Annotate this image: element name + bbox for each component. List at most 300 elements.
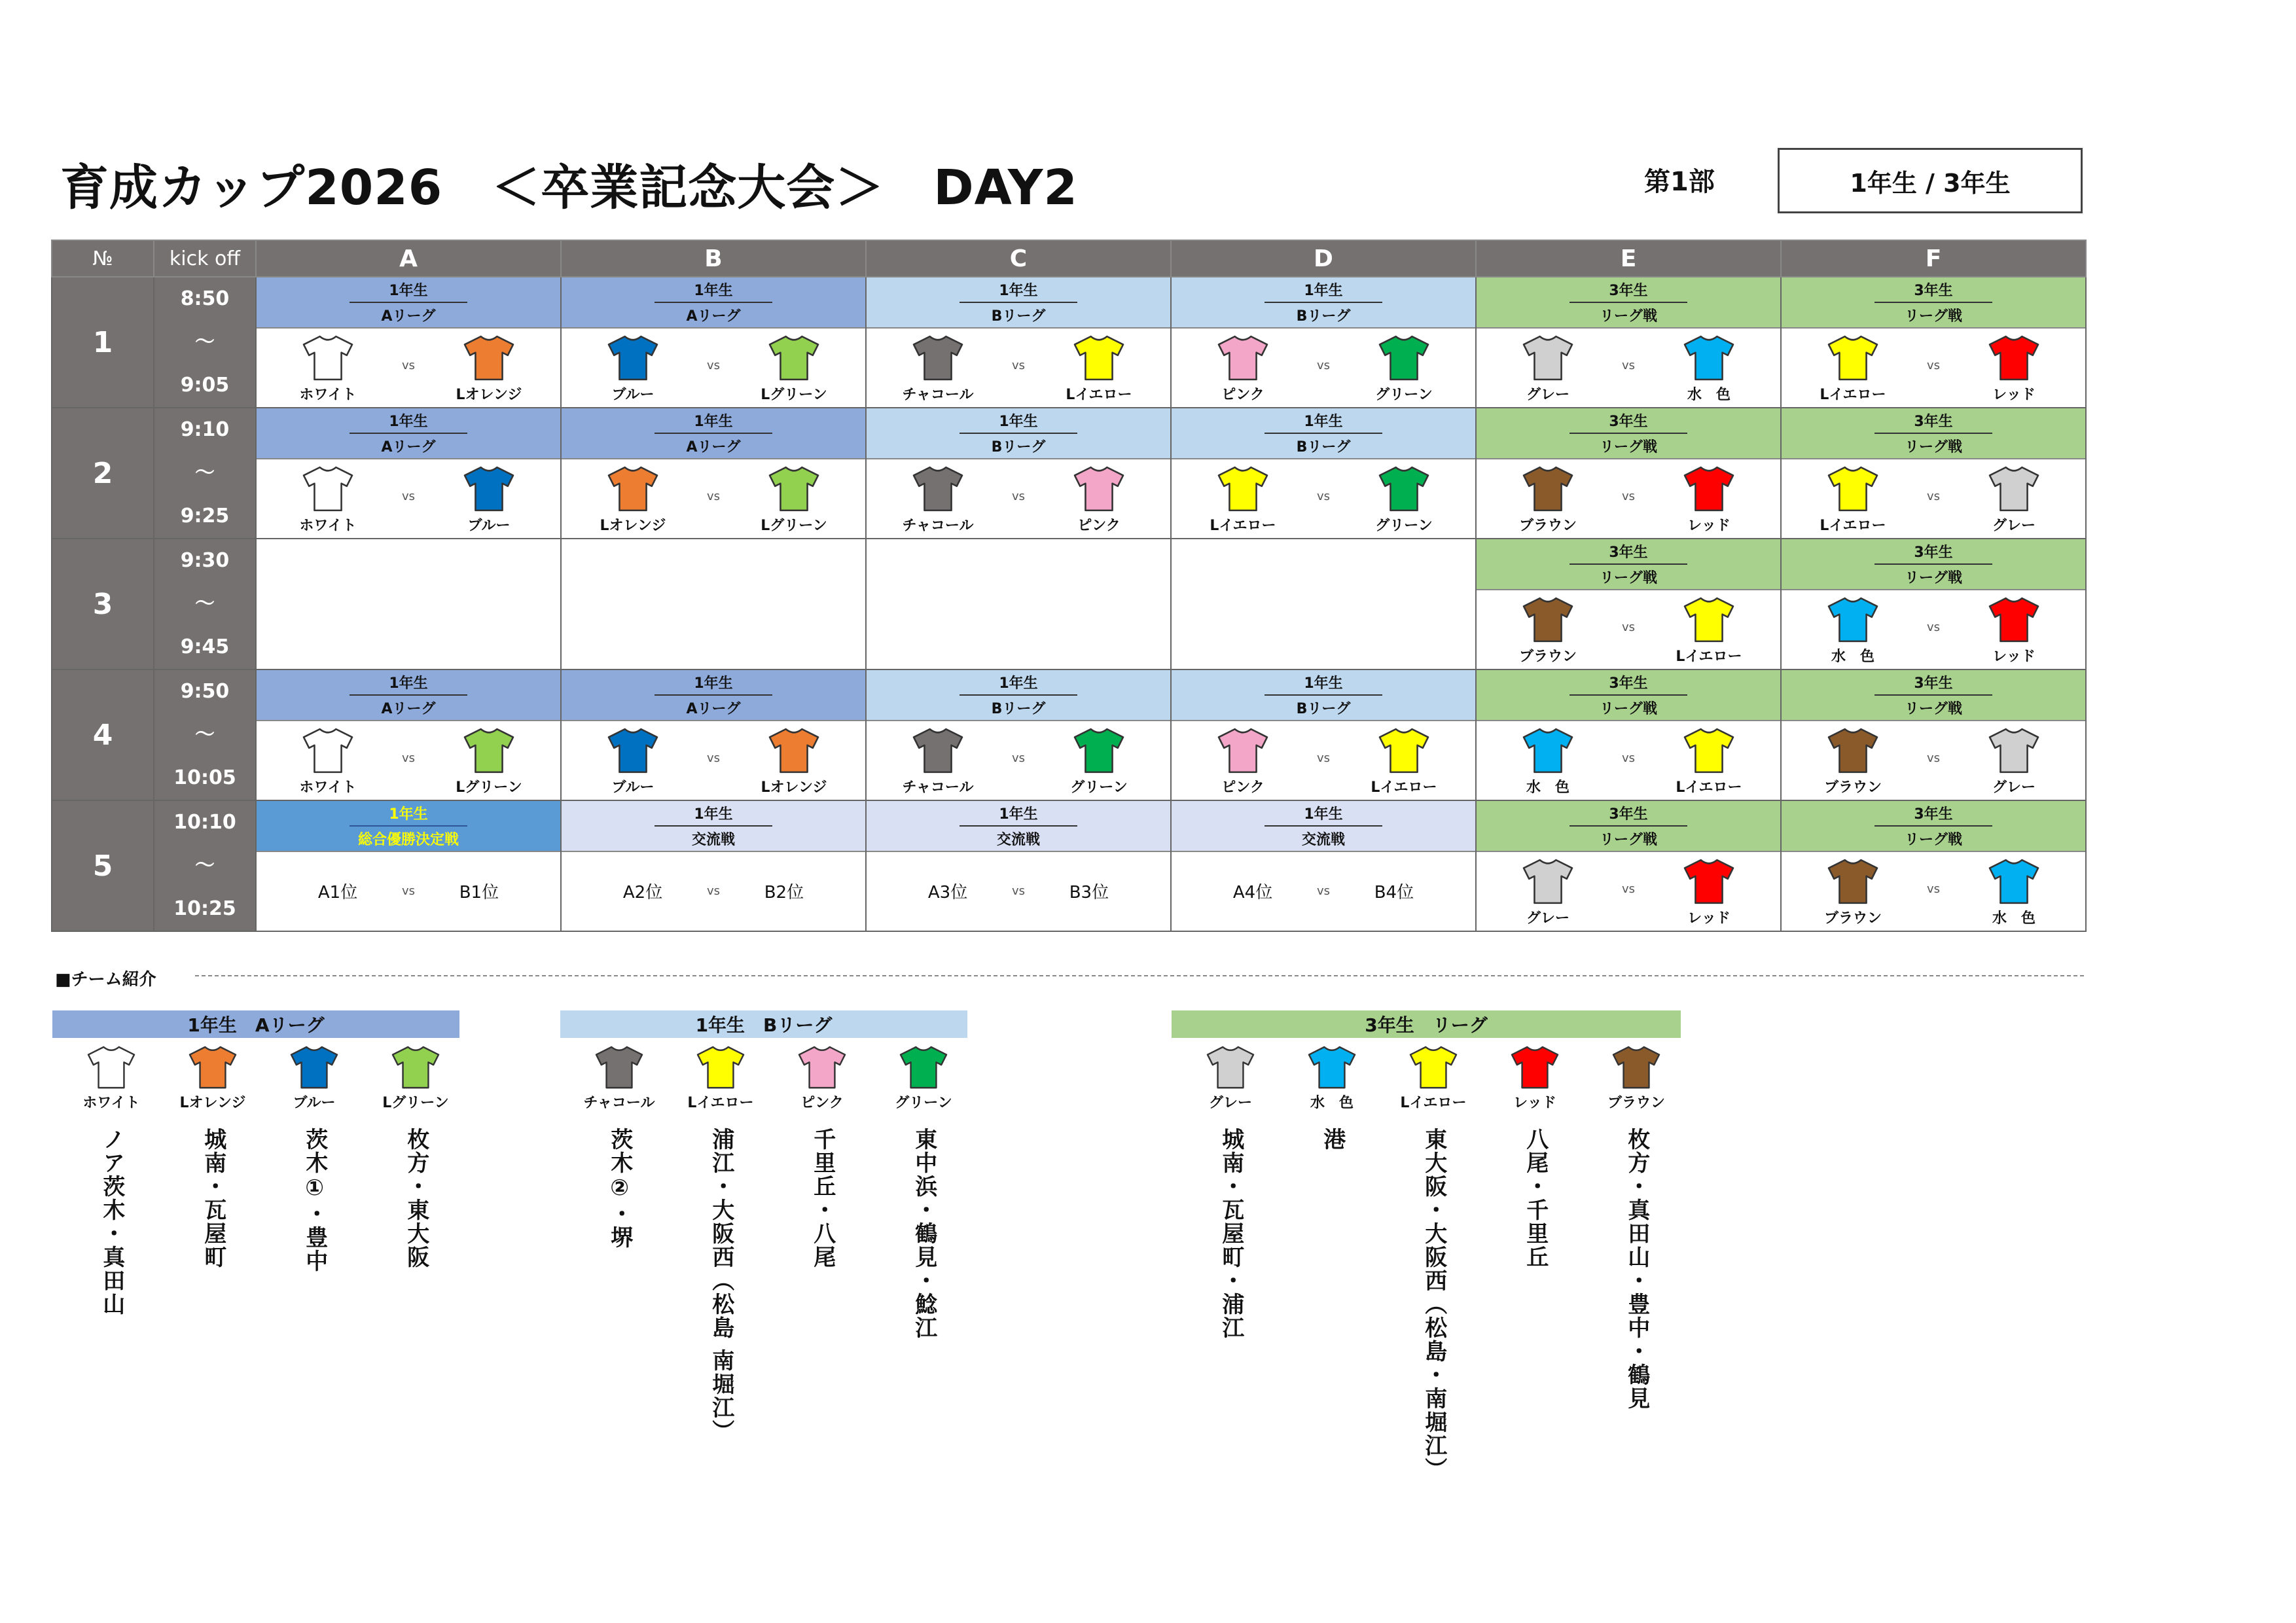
match-league: Aリーグ [381,701,436,717]
round-number: 1 [52,277,154,408]
team-right [1660,465,1758,535]
kickoff-end: 9:05 [180,374,230,397]
intro-shirt-name: ブラウン [1607,1095,1665,1111]
team-name: ピンク [1221,387,1265,403]
team-left [1499,726,1597,796]
match-grade: 3年生 [1874,541,1992,565]
round-row [52,800,2086,931]
vs-label: vs [706,751,721,765]
team-name: Lイエロー [1676,649,1742,665]
match-body [1477,329,1780,406]
shirt-icon [1986,465,2041,513]
school-list: 東大阪・大阪西（松島・南堀江） [1420,1128,1447,1481]
shirt-icon [1376,726,1431,775]
shirt-icon [1376,334,1431,382]
league-header: 1年生 Aリーグ [52,1010,459,1038]
match-body [1477,590,1780,668]
match-cell [256,539,561,669]
intro-team [1597,1044,1676,1410]
intro-team [275,1044,353,1273]
round-number: 3 [52,539,154,669]
team-name: 水 色 [1831,649,1874,665]
placement-right: B1位 [459,882,499,902]
match-header [1172,277,1475,329]
match-grade: 1年生 [960,410,1077,434]
header-kickoff: kick off [154,240,256,277]
league-header: 3年生 リーグ [1172,1010,1681,1038]
match-league: リーグ戦 [1599,570,1657,586]
match-header [257,277,560,329]
shirt-icon [1509,1044,1561,1090]
header-court-c: C [866,240,1171,277]
match-cell [866,277,1171,408]
team-name: Lオレンジ [456,387,522,403]
shirt-icon [461,465,516,513]
school-list: 浦江・大阪西（松島 南堀江） [708,1128,734,1443]
team-right [440,465,538,535]
intro-shirt-name: グレー [1208,1095,1252,1111]
shirt-icon [1681,465,1736,513]
page-title: 育成カップ2026 ＜卒業記念大会＞ DAY2 [60,160,1078,216]
match-cell [1476,539,1781,669]
match-grade: 3年生 [1570,410,1687,434]
team-name: チャコール [902,387,974,403]
team-right [1965,465,2063,535]
match-grade: 1年生 [960,803,1077,827]
match-body [867,459,1170,537]
shirt-icon [1071,334,1126,382]
team-name: グレー [1526,387,1570,403]
match-league: リーグ戦 [1904,570,1962,586]
placement-left: A1位 [317,882,358,902]
match-header [562,670,865,721]
match-body [562,329,865,406]
shirt-icon [1520,334,1575,382]
shirt-icon [461,726,516,775]
match-cell [1476,800,1781,931]
team-name: チャコール [902,518,974,534]
team-name: ブラウン [1518,649,1577,665]
intro-team [1191,1044,1270,1340]
team-name: チャコール [902,779,974,796]
match-cell [1171,408,1476,539]
team-left [1804,465,1902,535]
match-league: リーグ戦 [1904,308,1962,325]
intro-team [681,1044,760,1443]
intro-team [580,1044,658,1249]
match-cell [1476,669,1781,800]
shirt-icon [389,1044,442,1090]
kickoff-time [154,800,256,931]
kickoff-end: 9:25 [180,505,230,527]
vs-label: vs [706,490,721,503]
vs-label: vs [401,490,416,503]
kickoff-sep: 〜 [195,854,215,877]
league-header: 1年生 Bリーグ [560,1010,967,1038]
match-league: 総合優勝決定戦 [357,832,459,848]
team-name: ブラウン [1823,910,1882,927]
intro-shirt-name: Lイエロー [1400,1095,1467,1111]
match-header [1782,408,2085,459]
team-name: ブラウン [1823,779,1882,796]
round-number: 5 [52,800,154,931]
placement-match [1172,852,1475,929]
team-name: ホワイト [299,518,357,534]
team-right [1355,726,1453,796]
shirt-icon [1071,726,1126,775]
vs-label: vs [1316,359,1331,372]
match-grade: 3年生 [1570,279,1687,303]
match-cell [1171,277,1476,408]
intro-team [1394,1044,1473,1481]
shirt-icon [1376,465,1431,513]
shirt-icon [910,334,965,382]
match-grade: 1年生 [1265,803,1382,827]
match-header [1172,801,1475,852]
team-right [440,334,538,404]
match-grade: 3年生 [1874,410,1992,434]
shirt-icon [605,726,660,775]
shirt-icon [1215,726,1270,775]
team-right [745,726,843,796]
shirt-icon [1407,1044,1460,1090]
team-right [440,726,538,796]
kickoff-time [154,408,256,539]
shirt-icon [1825,857,1880,906]
team-name: ピンク [1221,779,1265,796]
vs-label: vs [706,359,721,372]
match-grade: 1年生 [960,672,1077,696]
team-name: Lグリーン [456,779,522,796]
kickoff-end: 9:45 [180,635,230,658]
match-league: リーグ戦 [1904,439,1962,455]
match-grade: 3年生 [1874,279,1992,303]
match-header [1782,801,2085,852]
match-header [1477,670,1780,721]
team-left [1194,726,1292,796]
team-name: Lイエロー [1066,387,1132,403]
vs-label: vs [1621,490,1636,503]
match-header [1477,277,1780,329]
shirt-icon [897,1044,950,1090]
vs-label: vs [1621,751,1636,765]
team-name: Lオレンジ [600,518,666,534]
team-name: ブルー [611,387,655,403]
team-name: ブルー [611,779,655,796]
shirt-icon [1520,726,1575,775]
match-league: Aリーグ [686,308,741,325]
match-league: リーグ戦 [1904,701,1962,717]
team-name: グレー [1992,518,2036,534]
match-cell [1171,669,1476,800]
team-left [1499,334,1597,404]
team-left [584,726,682,796]
intro-shirt-name: Lオレンジ [179,1095,246,1111]
placement-right: B4位 [1374,882,1414,902]
intro-shirt-name: ブルー [293,1095,336,1111]
kickoff-time [154,539,256,669]
match-cell [866,539,1171,669]
team-name: グリーン [1070,779,1128,796]
match-header [562,408,865,459]
shirt-icon [1825,596,1880,644]
match-grade: 1年生 [350,803,467,827]
kickoff-sep: 〜 [195,723,215,746]
shirt-icon [593,1044,645,1090]
shirt-icon [1520,465,1575,513]
team-right [1965,334,2063,404]
match-cell [866,408,1171,539]
school-list: 茨木①・豊中 [301,1128,328,1273]
intro-shirt-name: グリーン [895,1095,952,1111]
kickoff-end: 10:25 [173,897,236,920]
match-grade: 1年生 [1265,410,1382,434]
team-name: Lイエロー [1820,387,1886,403]
match-league: Bリーグ [991,439,1046,455]
placement-right: B3位 [1069,882,1109,902]
round-row [52,277,2086,408]
header-row [52,240,2086,277]
kickoff-sep: 〜 [195,461,215,484]
kickoff-start: 9:30 [180,549,230,572]
shirt-icon [85,1044,137,1090]
match-cell [561,277,866,408]
header-no: № [52,240,154,277]
kickoff-start: 9:10 [180,418,230,441]
match-cell [561,800,866,931]
shirt-icon [1986,596,2041,644]
vs-label: vs [401,359,416,372]
match-grade: 3年生 [1570,672,1687,696]
match-cell [1171,539,1476,669]
team-name: レッド [1992,387,2036,403]
vs-label: vs [401,883,415,898]
intro-shirt-name: レッド [1513,1095,1556,1111]
team-name: ブルー [467,518,511,534]
team-name: ホワイト [299,779,357,796]
vs-label: vs [1926,620,1941,634]
team-left [1804,726,1902,796]
shirt-icon [766,726,821,775]
match-body [1782,459,2085,537]
intro-shirt-name: Lグリーン [382,1095,449,1111]
match-grade: 1年生 [655,672,772,696]
match-league: Bリーグ [991,308,1046,325]
shirt-icon [796,1044,848,1090]
shirt-icon [1986,857,2041,906]
team-left [889,726,987,796]
kickoff-sep: 〜 [195,592,215,615]
team-right [1660,334,1758,404]
round-row [52,539,2086,669]
header-court-f: F [1781,240,2086,277]
match-header [1782,539,2085,590]
match-body [1782,852,2085,929]
team-left [279,726,377,796]
part-label: 第1部 [1644,167,1715,197]
vs-label: vs [1316,751,1331,765]
placement-left: A3位 [927,882,968,902]
team-right [1050,334,1148,404]
match-header [1782,670,2085,721]
team-name: Lイエロー [1371,779,1437,796]
kickoff-sep: 〜 [195,330,215,353]
match-grade: 3年生 [1874,803,1992,827]
match-cell [561,669,866,800]
vs-label: vs [1011,490,1026,503]
match-header [1477,801,1780,852]
shirt-icon [1681,857,1736,906]
header-court-b: B [561,240,866,277]
shirt-icon [1681,596,1736,644]
round-row [52,669,2086,800]
match-grade: 1年生 [1265,672,1382,696]
shirt-icon [766,334,821,382]
match-cell [1781,800,2086,931]
team-name: ブラウン [1518,518,1577,534]
team-right [745,334,843,404]
team-name: 水 色 [1526,779,1570,796]
match-league: 交流戦 [691,832,735,848]
kickoff-end: 10:05 [173,766,236,789]
match-header [257,408,560,459]
vs-label: vs [401,751,416,765]
kickoff-time [154,277,256,408]
match-grade: 1年生 [350,410,467,434]
match-grade: 1年生 [1265,279,1382,303]
team-name: ピンク [1077,518,1121,534]
match-body [562,459,865,537]
team-name: レッド [1687,518,1731,534]
school-list: 枚方・真田山・豊中・鶴見 [1623,1128,1650,1410]
match-body [1782,329,2085,406]
team-left [584,465,682,535]
match-body [1172,459,1475,537]
team-right [1355,334,1453,404]
team-left [1804,334,1902,404]
match-grade: 3年生 [1570,541,1687,565]
shirt-icon [1986,334,2041,382]
match-cell [1476,277,1781,408]
match-cell [1781,539,2086,669]
match-cell [256,277,561,408]
intro-team [173,1044,252,1269]
team-name: Lグリーン [761,518,827,534]
vs-label: vs [1926,882,1941,896]
team-name: Lイエロー [1820,518,1886,534]
team-name: グレー [1992,779,2036,796]
match-body [1782,590,2085,668]
match-cell [256,408,561,539]
match-league: リーグ戦 [1599,439,1657,455]
shirt-icon [694,1044,747,1090]
match-league: Aリーグ [686,701,741,717]
shirt-icon [1215,465,1270,513]
placement-match [867,852,1170,929]
match-league: リーグ戦 [1599,308,1657,325]
match-body [867,721,1170,798]
match-header [867,801,1170,852]
kickoff-start: 8:50 [180,287,230,310]
match-grade: 1年生 [350,279,467,303]
team-left [1499,596,1597,666]
team-left [1499,465,1597,535]
team-left [1194,334,1292,404]
round-number: 2 [52,408,154,539]
school-list: 港 [1319,1128,1346,1151]
school-list: 八尾・千里丘 [1522,1128,1549,1269]
match-header [257,670,560,721]
shirt-icon [1986,726,2041,775]
intro-shirt-name: チャコール [583,1095,655,1111]
intro-team [783,1044,861,1269]
match-cell [1171,800,1476,931]
shirt-icon [1520,857,1575,906]
match-league: Aリーグ [381,439,436,455]
team-right [1050,465,1148,535]
match-body [1172,329,1475,406]
match-header [562,277,865,329]
team-name: Lイエロー [1676,779,1742,796]
placement-right: B2位 [764,882,804,902]
school-list: 枚方・東大阪 [403,1128,429,1269]
kickoff-start: 9:50 [180,680,230,703]
match-grade: 3年生 [1570,803,1687,827]
vs-label: vs [1316,490,1331,503]
match-body [257,721,560,798]
school-list: 茨木②・堺 [606,1128,633,1249]
team-name: レッド [1992,649,2036,665]
match-body [1172,721,1475,798]
match-cell [561,408,866,539]
shirt-icon [1825,726,1880,775]
team-name: ホワイト [299,387,357,403]
schedule-table [51,240,2087,932]
shirt-icon [1204,1044,1257,1090]
match-league: Bリーグ [1296,701,1351,717]
team-left [584,334,682,404]
team-left [279,334,377,404]
team-name: Lイエロー [1210,518,1276,534]
team-right [1965,857,2063,927]
team-name: レッド [1687,910,1731,927]
shirt-icon [1215,334,1270,382]
match-header [1782,277,2085,329]
match-league: 交流戦 [1301,832,1345,848]
team-left [1499,857,1597,927]
match-body [1477,721,1780,798]
school-list: 城南・瓦屋町 [200,1128,226,1269]
match-cell [1781,669,2086,800]
match-header [1477,408,1780,459]
match-cell [561,539,866,669]
match-league: 交流戦 [996,832,1040,848]
shirt-icon [1520,596,1575,644]
team-left [1804,596,1902,666]
team-right [1050,726,1148,796]
grade-box: 1年生 / 3年生 [1778,148,2083,213]
match-body [1782,721,2085,798]
match-grade: 1年生 [350,672,467,696]
match-body [562,721,865,798]
intro-team [884,1044,963,1340]
match-league: リーグ戦 [1904,832,1962,848]
match-header [1172,408,1475,459]
match-league: Bリーグ [1296,308,1351,325]
shirt-icon [187,1044,239,1090]
shirt-icon [300,726,355,775]
vs-label: vs [1011,359,1026,372]
